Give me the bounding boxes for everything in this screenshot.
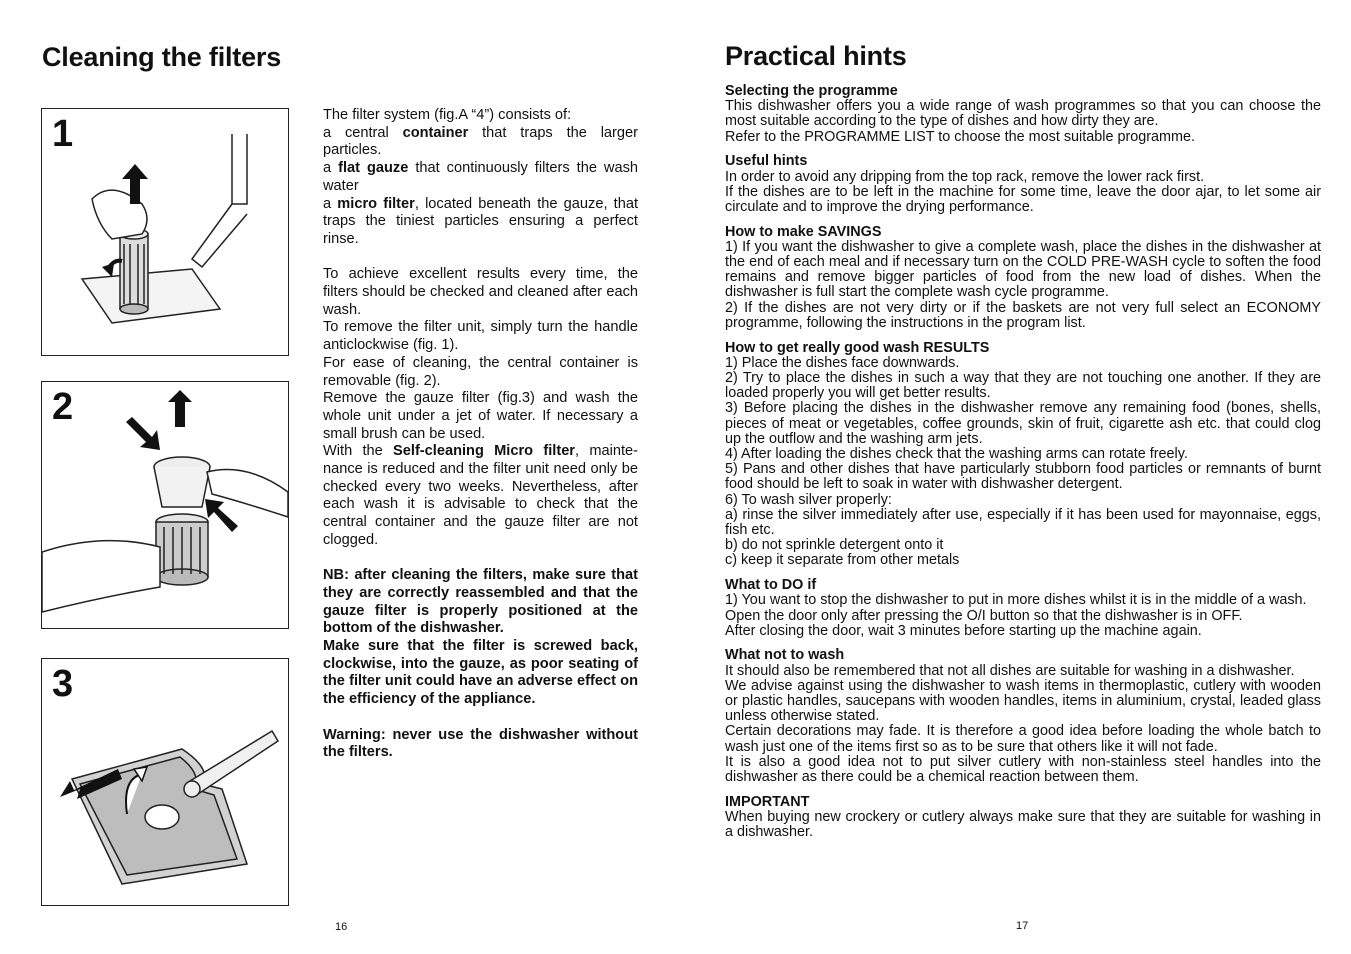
section-title: Selecting the programme xyxy=(725,83,898,99)
section-line: We advise against using the dishwasher to wash items in thermoplastic, cutlery with wooden or plastic handles, saucepans with wooden handles, items in aluminium, crystal, leaded glass unless otherwise stated. xyxy=(725,677,1321,725)
page-title-practical-hints: Practical hints xyxy=(725,41,907,71)
section-title: Useful hints xyxy=(725,153,808,170)
cleaning-paragraph: To achieve excellent results every time, the filters should be checked and cleaned after each wash. xyxy=(323,266,638,318)
container-removal-illustration xyxy=(42,382,290,630)
reassembly-note: Make sure that the filter is screwed back, clockwise, into the gauze, as poor seating of the filter unit could have an adverse effect on the efficiency of the appliance. xyxy=(323,638,638,708)
section-what-to-do xyxy=(725,578,1321,639)
figure-number: 2 xyxy=(52,386,74,428)
filter-part-gauze: a flat gauze that continuously filters the wash water xyxy=(323,160,639,194)
cleaning-paragraph: For ease of cleaning, the central container is removable (fig. 2). xyxy=(323,354,638,389)
figure-2 xyxy=(41,381,289,629)
section-line: 6) To wash silver properly: xyxy=(725,491,892,508)
section-line: Open the door only after pressing the O/I button so that the dishwasher is in OFF. xyxy=(725,607,1243,624)
section-line: If the dishes are to be left in the machine for some time, leave the door ajar, to let some air circulate and to improve the drying performance. xyxy=(725,183,1321,215)
section-line: 2) Try to place the dishes in such a way that they are not touching one another. If they are loaded properly you will get better results. xyxy=(725,369,1321,402)
section-savings xyxy=(725,225,1321,331)
section-line: c) keep it separate from other metals xyxy=(725,552,960,569)
filter-system-intro: The filter system (fig.A “4”) consists of: xyxy=(323,107,572,123)
section-title: How to make SAVINGS xyxy=(725,223,882,240)
warning-note: Warning: never use the dishwasher without the filters. xyxy=(323,726,638,761)
self-cleaning-paragraph: With the Self-cleaning Micro filter, mainte-nance is reduced and the filter unit need only be checked every two weeks. Nevertheless, after each wash it is advisable to check that the central container and the gauze filter are not clogged. xyxy=(323,443,638,548)
section-line: When buying new crockery or cutlery always make sure that they are suitable for washing in a dishwasher. xyxy=(725,808,1321,841)
figure-3 xyxy=(41,658,289,906)
section-title: IMPORTANT xyxy=(725,793,810,810)
section-line: 1) If you want the dishwasher to give a complete wash, place the dishes in the dishwasher at the end of each meal and if necessary turn on the COLD PRE-WASH cycle to soften the food remains and remove bigger particles of food from the new load of dishes. When the dishwasher is full start the complete wash cycle programme. xyxy=(725,238,1321,301)
section-line: 3) Before placing the dishes in the dishwasher remove any remaining food (bones, shells, pieces of meat or vegetables, coffee grounds, skin of fruit, cigarette ash etc. that could clog up the outflow and the washing arm jets. xyxy=(725,400,1321,447)
section-title: What not to wash xyxy=(725,647,845,664)
section-line: Refer to the PROGRAMME LIST to choose the most suitable programme. xyxy=(725,128,1196,145)
nb-note: NB: after cleaning the filters, make sure that they are correctly reassembled and that the gauze filter is properly positioned at the bottom of the dishwasher. xyxy=(323,567,638,637)
section-line: It should also be remembered that not all dishes are suitable for washing in a dishwasher. xyxy=(725,662,1295,679)
section-line: 5) Pans and other dishes that have particularly stubborn food particles or remnants of burnt food should be left to soak in water with dishwasher detergent. xyxy=(725,461,1321,493)
section-selecting-programme xyxy=(725,84,1321,145)
filter-instructions-text xyxy=(323,107,638,762)
section-useful-hints xyxy=(725,154,1321,215)
section-line: This dishwasher offers you a wide range of wash programmes so that you can choose the most suitable according to the type of dishes and how dirty they are. xyxy=(725,98,1321,130)
page-number-left: 16 xyxy=(335,921,348,933)
section-line: After closing the door, wait 3 minutes before starting up the machine again. xyxy=(725,622,1202,639)
section-what-not-to-wash xyxy=(725,648,1321,785)
section-important xyxy=(725,795,1321,841)
section-wash-results xyxy=(725,341,1321,569)
section-line: b) do not sprinkle detergent onto it xyxy=(725,537,944,554)
figure-number: 1 xyxy=(52,113,74,155)
figure-number: 3 xyxy=(52,663,74,705)
section-line: 1) Place the dishes face downwards. xyxy=(725,354,960,371)
figure-1 xyxy=(41,108,289,356)
cleaning-paragraph: Remove the gauze filter (fig.3) and wash the whole unit under a jet of water. If necessary a small brush can be used. xyxy=(323,390,638,442)
page-title-cleaning-filters: Cleaning the filters xyxy=(42,42,282,72)
filter-removal-illustration xyxy=(42,109,290,357)
cleaning-paragraph: To remove the filter unit, simply turn the handle anticlockwise (fig. 1). xyxy=(323,319,638,354)
section-line: It is also a good idea not to put silver cutlery with non-stainless steel handles into the dishwasher as there could be a chemical reaction between them. xyxy=(725,753,1321,786)
filter-part-micro: a micro filter, located beneath the gauze, that traps the tiniest particles ensuring a perfect rinse. xyxy=(323,195,639,247)
practical-hints-text xyxy=(725,84,1321,850)
section-line: Certain decorations may fade. It is therefore a good idea before loading the whole batch to wash just one of the items first so as to be sure that others like it will not fade. xyxy=(725,723,1321,755)
section-line: a) rinse the silver immediately after use, especially if it has been used for mayonnaise, eggs, fish etc. xyxy=(725,506,1321,538)
gauze-removal-illustration xyxy=(42,659,290,907)
section-title: What to DO if xyxy=(725,577,817,594)
filter-part-container: a central container that traps the larger particles. xyxy=(323,124,638,159)
section-line: In order to avoid any dripping from the top rack, remove the lower rack first. xyxy=(725,168,1205,185)
page-number-right: 17 xyxy=(1016,920,1029,932)
section-line: 1) You want to stop the dishwasher to put in more dishes whilst it is in the middle of a wash. xyxy=(725,592,1307,609)
section-line: 4) After loading the dishes check that the washing arms can rotate freely. xyxy=(725,445,1188,462)
section-line: 2) If the dishes are not very dirty or if the baskets are not very full select an ECONOMY programme, following the instructions in the program list. xyxy=(725,299,1321,331)
section-title: How to get really good wash RESULTS xyxy=(725,339,990,356)
